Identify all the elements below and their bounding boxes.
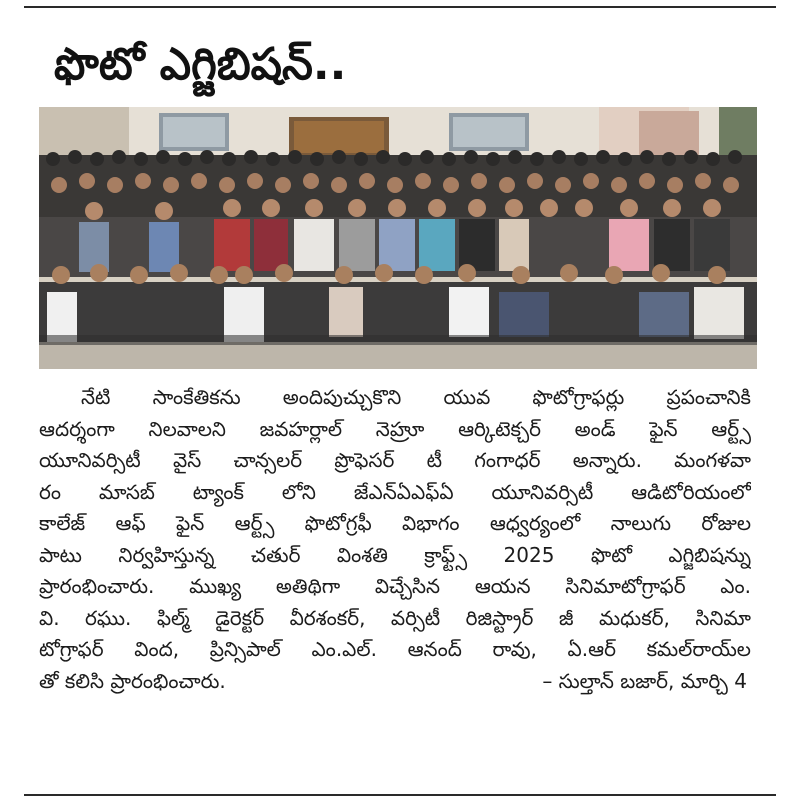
article-last-line [39, 666, 751, 698]
article-line: ఆదర్శంగా నిలవాలని జవహర్లాల్ నెహ్రూ ఆర్కిటెక్చర్ అండ్ ఫైన్ ఆర్ట్స్ [39, 416, 751, 441]
article-line: కాలేజ్ ఆఫ్ ఫైన్ ఆర్ట్స్ ఫొటోగ్రఫీ విభాగం ఆధ్వర్యంలో నాలుగు రోజుల [39, 511, 751, 535]
headline: ఫొటో ఎగ్జిబిషన్.. [54, 39, 347, 90]
article-line: ప్రారంభించారు. ముఖ్య అతిథిగా విచ్చేసిన ఆయన సినిమాటోగ్రాఫర్ ఎం. [39, 574, 751, 598]
group-photo [39, 107, 757, 369]
article-line: యూనివర్సిటీ వైస్ చాన్సలర్ ప్రొఫెసర్ టీ గంగాధర్ అన్నారు. మంగళవా [39, 448, 751, 472]
byline: – సుల్తాన్ బజార్, మార్చి 4 [542, 668, 747, 693]
article-closing-text: తో కలిసి ప్రారంభించారు. [39, 668, 226, 693]
group-photo-image [39, 107, 757, 369]
article-line: టోగ్రాఫర్ వింద, ప్రిన్సిపాల్ ఎం.ఎల్. ఆనంద్ రావు, ఏ.ఆర్ కమల్‌రాయ్‌ల [39, 637, 751, 661]
article-line: వి. రఘు. ఫిల్మ్ డైరెక్టర్ వీరశంకర్, వర్సిటీ రిజిస్ట్రార్ జీ మధుకర్, సినిమా [39, 605, 751, 630]
article-line: రం మాసబ్ ట్యాంక్ లోని జేఎన్ఏఎఫ్ఏ యూనివర్సిటీ ఆడిటోరియంలో [39, 479, 751, 504]
article-body [39, 382, 751, 697]
article-line: నేటి సాంకేతికను అందిపుచ్చుకొని యువ ఫొటోగ్రాఫర్లు ప్రపంచానికి [81, 385, 751, 409]
article-line: పాటు నిర్వహిస్తున్న చతుర్ వింశతి క్రాఫ్ట్స్ 2025 ఫొటో ఎగ్జిబిషన్ను [39, 542, 751, 567]
